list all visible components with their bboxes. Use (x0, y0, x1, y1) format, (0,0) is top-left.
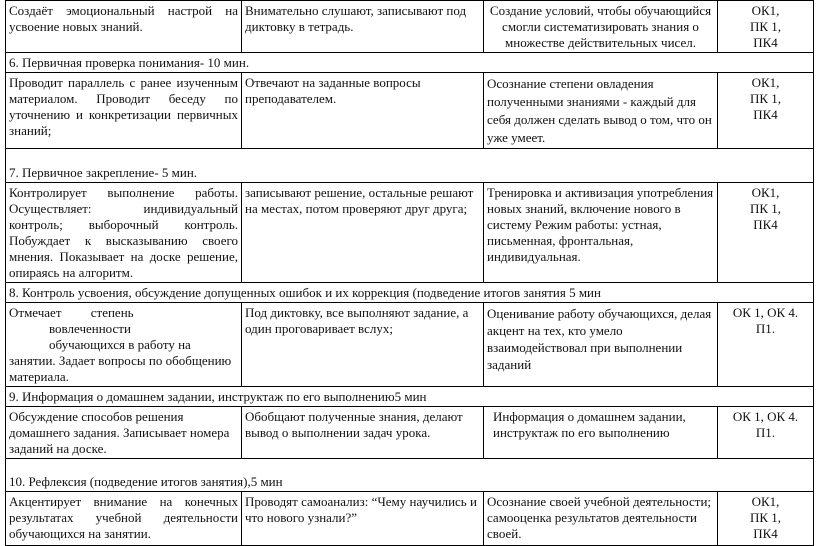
section-row (6, 386, 814, 406)
teacher-activity-cell: Проводит параллель с ранее изученным материалом. Проводит беседу по уточнению и конкретизации первичных знаний; (6, 73, 242, 149)
student-activity-cell: записывают решение, остальные решают на местах, потом проверяют друг друга; (242, 182, 484, 282)
student-activity-cell: Проводят самоанализ: “Чему научились и что нового узнали?” (242, 492, 484, 546)
competence-cell: ОК1, ПК 1, ПК4 (718, 73, 814, 149)
teacher-line: занятии. Задает вопросы по обобщению материала. (9, 352, 232, 384)
result-cell: Информация о домашнем задании, инструктаж по его выполнению (484, 406, 718, 458)
teacher-line: обучающихся в работу на (49, 336, 191, 352)
result-cell: Создание условий, чтобы обучающийся смогли систематизировать знания о множестве действительных чисел. (484, 1, 718, 53)
competence-cell: ОК 1, ОК 4. П1. (718, 406, 814, 458)
student-activity-cell: Под диктовку, все выполняют задание, а один проговаривает вслух; (242, 302, 484, 386)
teacher-activity-cell (6, 302, 242, 386)
result-cell: Тренировка и активизация употребления новых знаний, включение нового в систему Режим работы: устная, письменная, фронтальная, индивидуальная. (484, 182, 718, 282)
spacer-row (6, 149, 814, 163)
section-row (6, 282, 814, 302)
teacher-activity-cell: Контролирует выполнение работы. Осуществляет: индивидуальный контроль; выборочный контроль. Побуждает к высказыванию своего мнения. Показывает на доске решение, опираясь на алгоритм. (6, 182, 242, 282)
competence-cell: ОК1, ПК 1, ПК4 (718, 182, 814, 282)
student-activity-cell: Внимательно слушают, записывают под диктовку в тетрадь. (242, 1, 484, 53)
table-row (6, 302, 814, 386)
section-heading: 7. Первичное закрепление- 5 мин. (6, 163, 814, 183)
section-row (6, 163, 814, 183)
table-row (6, 182, 814, 282)
teacher-activity-cell: Акцентирует внимание на конечных результатах учебной деятельности обучающихся на занятии. (6, 492, 242, 546)
spacer-row (6, 458, 814, 472)
table-row (6, 406, 814, 458)
competence-cell: ОК 1, ОК 4. П1. (718, 302, 814, 386)
teacher-line: Отмечает степень (9, 304, 134, 320)
result-cell: Осознание своей учебной деятельности; самооценка результатов деятельности своей. (484, 492, 718, 546)
section-row (6, 472, 814, 492)
spacer-cell (6, 149, 814, 163)
section-row (6, 53, 814, 73)
teacher-activity-cell: Обсуждение способов решения домашнего задания. Записывает номера заданий на доске. (6, 406, 242, 458)
table-row (6, 1, 814, 53)
competence-cell: ОК1, ПК 1, ПК4 (718, 1, 814, 53)
table-row (6, 73, 814, 149)
result-cell: Оценивание работу обучающихся, делая акцент на тех, кто умело взаимодействовал при выполнении заданий (484, 302, 718, 386)
teacher-activity-cell: Создаёт эмоциональный настрой на усвоение новых знаний. (6, 1, 242, 53)
spacer-cell (6, 458, 814, 472)
competence-cell: ОК1, ПК 1, ПК4 (718, 492, 814, 546)
section-heading: 10. Рефлексия (подведение итогов занятия),5 мин (6, 472, 814, 492)
teacher-line: вовлеченности (49, 320, 131, 336)
section-heading: 8. Контроль усвоения, обсуждение допущенных ошибок и их коррекция (подведение итогов занятия 5 мин (6, 282, 814, 302)
result-cell: Осознание степени овладения полученными знаниями - каждый для себя должен сделать вывод о том, что он уже умеет. (484, 73, 718, 149)
section-heading: 6. Первичная проверка понимания- 10 мин. (6, 53, 814, 73)
lesson-plan-table (5, 0, 814, 546)
student-activity-cell: Отвечают на заданные вопросы преподавателем. (242, 73, 484, 149)
student-activity-cell: Обобщают полученные знания, делают вывод о выполнении задач урока. (242, 406, 484, 458)
section-heading: 9. Информация о домашнем задании, инструктаж по его выполнению5 мин (6, 386, 814, 406)
table-row (6, 492, 814, 546)
